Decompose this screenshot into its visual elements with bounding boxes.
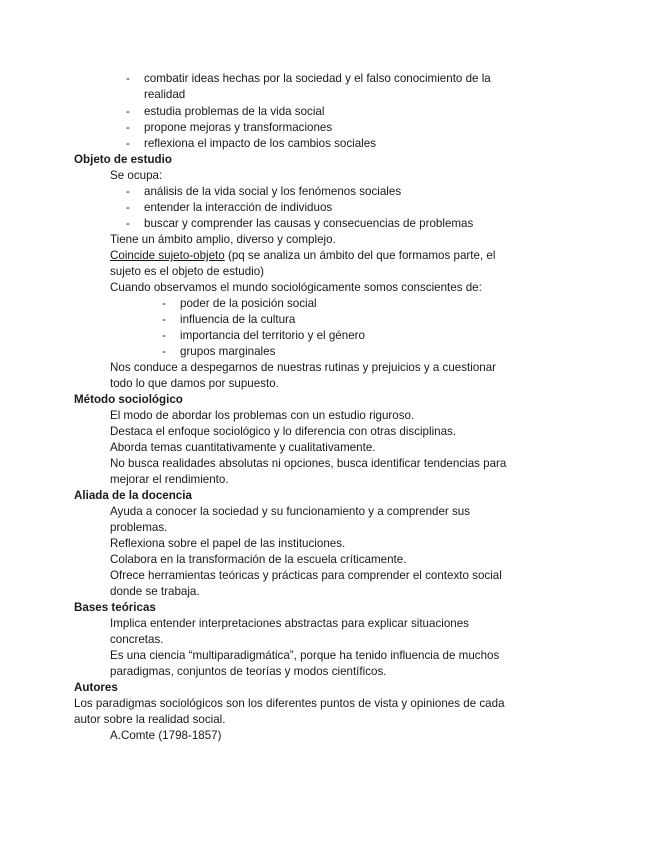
bullet-text: influencia de la cultura bbox=[180, 313, 296, 326]
paragraph-line: No busca realidades absolutas ni opciones, busca identificar tendencias para bbox=[110, 457, 507, 470]
paragraph-line: concretas. bbox=[110, 633, 164, 646]
bullet-dash: - bbox=[126, 72, 130, 85]
section-heading-autores: Autores bbox=[74, 681, 118, 694]
bullet-dash: - bbox=[162, 345, 166, 358]
section-heading-objeto: Objeto de estudio bbox=[74, 153, 172, 166]
paragraph-line: Los paradigmas sociológicos son los diferentes puntos de vista y opiniones de cada bbox=[74, 697, 505, 710]
paragraph-line: mejorar el rendimiento. bbox=[110, 473, 229, 486]
paragraph-line: Destaca el enfoque sociológico y lo diferencia con otras disciplinas. bbox=[110, 425, 457, 438]
paragraph-line: sujeto es el objeto de estudio) bbox=[110, 265, 265, 278]
bullet-text: entender la interacción de individuos bbox=[144, 201, 333, 214]
bullet-dash: - bbox=[126, 105, 130, 118]
paragraph-line: Reflexiona sobre el papel de las instituciones. bbox=[110, 537, 346, 550]
paragraph-line: Ayuda a conocer la sociedad y su funcionamiento y a comprender sus bbox=[110, 505, 471, 518]
bullet-text: combatir ideas hechas por la sociedad y el falso conocimiento de la bbox=[144, 72, 491, 85]
paragraph-line: Aborda temas cuantitativamente y cualitativamente. bbox=[110, 441, 376, 454]
bullet-dash: - bbox=[162, 297, 166, 310]
paragraph-line: El modo de abordar los problemas con un estudio riguroso. bbox=[110, 409, 415, 422]
paragraph-line: Es una ciencia “multiparadigmática”, porque ha tenido influencia de muchos bbox=[110, 649, 500, 662]
bullet-dash: - bbox=[126, 137, 130, 150]
bullet-dash: - bbox=[126, 121, 130, 134]
bullet-text: reflexiona el impacto de los cambios sociales bbox=[144, 137, 376, 150]
paragraph-line: Cuando observamos el mundo sociológicamente somos conscientes de: bbox=[110, 281, 482, 294]
bullet-dash: - bbox=[126, 217, 130, 230]
bullet-dash: - bbox=[162, 329, 166, 342]
paragraph-line: Colabora en la transformación de la escuela críticamente. bbox=[110, 553, 407, 566]
se-ocupa-text: Se ocupa: bbox=[110, 169, 163, 182]
bullet-dash: - bbox=[162, 313, 166, 326]
bullet-dash: - bbox=[126, 185, 130, 198]
bullet-text: importancia del territorio y el género bbox=[180, 329, 365, 342]
bullet-text: análisis de la vida social y los fenómenos sociales bbox=[144, 185, 402, 198]
paragraph-line: Ofrece herramientas teóricas y prácticas para comprender el contexto social bbox=[110, 569, 502, 582]
paragraph-line: paradigmas, conjuntos de teorías y modos científicos. bbox=[110, 665, 387, 678]
bullet-text: estudia problemas de la vida social bbox=[144, 105, 325, 118]
paragraph-line: problemas. bbox=[110, 521, 168, 534]
bullet-text-continued: realidad bbox=[144, 88, 186, 101]
author-entry: A.Comte (1798-1857) bbox=[110, 729, 222, 742]
paragraph-line: Tiene un ámbito amplio, diverso y complejo. bbox=[110, 233, 336, 246]
bullet-text: poder de la posición social bbox=[180, 297, 317, 310]
paragraph-line bbox=[110, 248, 495, 264]
paragraph-line: autor sobre la realidad social. bbox=[74, 713, 226, 726]
underlined-term: Coincide sujeto-objeto bbox=[110, 249, 225, 262]
section-heading-metodo: Método sociológico bbox=[74, 393, 183, 406]
section-heading-aliada: Aliada de la docencia bbox=[74, 489, 192, 502]
bullet-text: propone mejoras y transformaciones bbox=[144, 121, 333, 134]
paragraph-line-rest: (pq se analiza un ámbito del que formamos parte, el bbox=[224, 249, 496, 262]
paragraph-line: donde se trabaja. bbox=[110, 585, 200, 598]
paragraph-line: Nos conduce a despegarnos de nuestras rutinas y prejuicios y a cuestionar bbox=[110, 361, 497, 374]
bullet-text: grupos marginales bbox=[180, 345, 276, 358]
paragraph-line: todo lo que damos por supuesto. bbox=[110, 377, 279, 390]
paragraph-line: Implica entender interpretaciones abstractas para explicar situaciones bbox=[110, 617, 469, 630]
bullet-dash: - bbox=[126, 201, 130, 214]
section-heading-bases: Bases teóricas bbox=[74, 601, 156, 614]
bullet-text: buscar y comprender las causas y consecuencias de problemas bbox=[144, 217, 474, 230]
